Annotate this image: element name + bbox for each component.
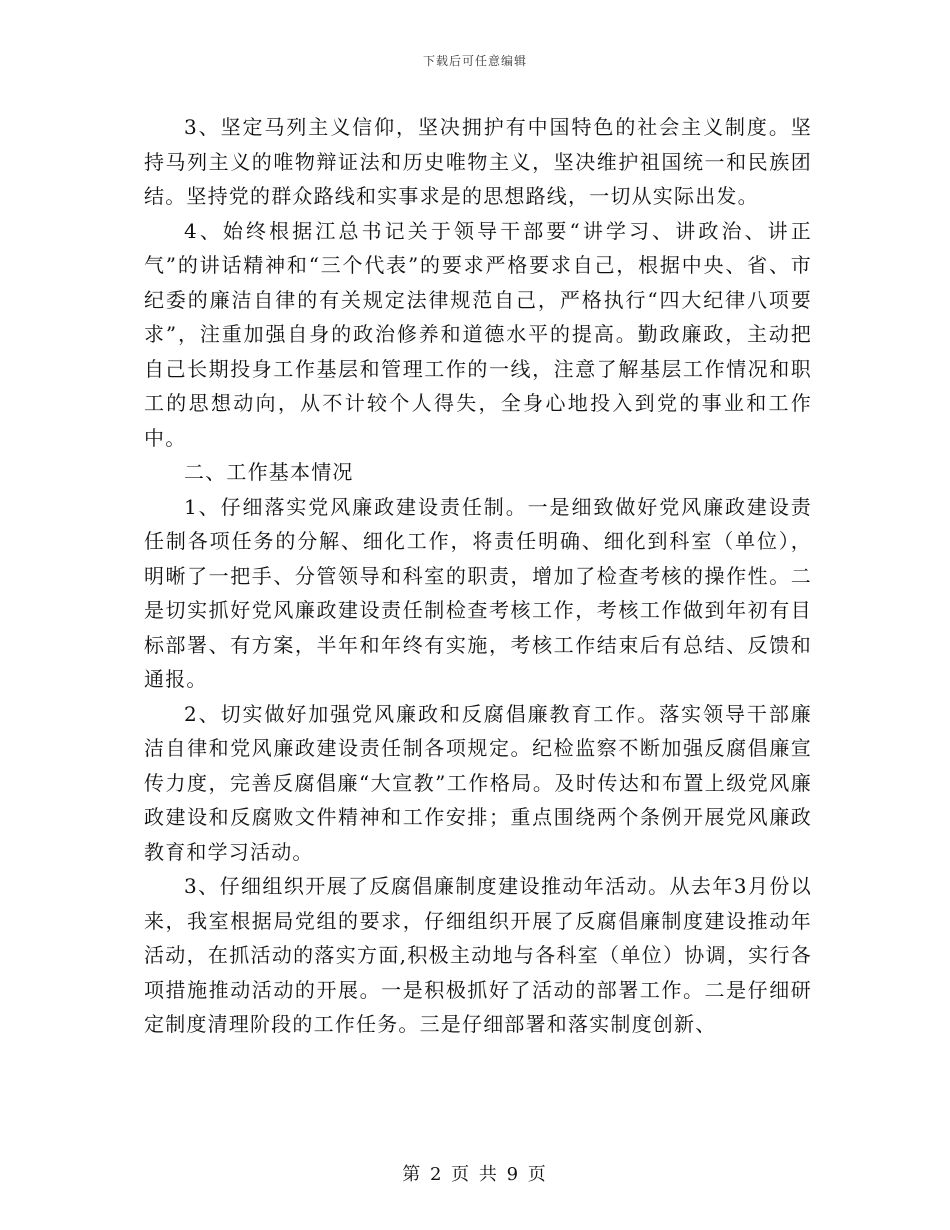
paragraph-3-belief: 3、坚定马列主义信仰，坚决拥护有中国特色的社会主义制度。坚持马列主义的唯物辩证法和历史唯物主义，坚决维护祖国统一和民族团结。坚持党的群众路线和实事求是的思想路线，一切从实际出发。 [144,115,812,208]
paragraph-4-discipline: 4、始终根据江总书记关于领导干部要“讲学习、讲政治、讲正气”的讲话精神和“三个代表”的要求严格要求自己，根据中央、省、市纪委的廉洁自律的有关规定法律规范自己，严格执行“四大纪律八项要求”，注重加强自身的政治修养和道德水平的提高。勤政廉政，主动把自己长期投身工作基层和管理工作的一线，注意了解基层工作情况和职工的思想动向，从不计较个人得失，全身心地投入到党的事业和工作中。 [144,218,812,450]
document-body [144,110,812,1042]
page-number: 第 2 页 共 9 页 [402,1164,548,1185]
paragraph-2-education: 2、切实做好加强党风廉政和反腐倡廉教育工作。落实领导干部廉洁自律和党风廉政建设责任制各项规定。纪检监察不断加强反腐倡廉宣传力度，完善反腐倡廉“大宣教”工作格局。及时传达和布置上级党风廉政建设和反腐败文件精神和工作安排；重点围绕两个条例开展党风廉政教育和学习活动。 [144,701,812,864]
paragraph-1-responsibility: 1、仔细落实党风廉政建设责任制。一是细致做好党风廉政建设责任制各项任务的分解、细化工作，将责任明确、细化到科室（单位），明晰了一把手、分管领导和科室的职责，增加了检查考核的操作性。二是切实抓好党风廉政建设责任制检查考核工作，考核工作做到年初有目标部署、有方案，半年和年终有实施，考核工作结束后有总结、反馈和通报。 [144,494,812,691]
page-header: 下载后可任意编辑 [422,54,527,68]
section-heading-work-overview: 二、工作基本情况 [184,460,354,484]
paragraph-3-institution-building: 3、仔细组织开展了反腐倡廉制度建设推动年活动。从去年3月份以来，我室根据局党组的要求，仔细组织开展了反腐倡廉制度建设推动年活动，在抓活动的落实方面,积极主动地与各科室（单位）协调，实行各项措施推动活动的开展。一是积极抓好了活动的部署工作。二是仔细研定制度清理阶段的工作任务。三是仔细部署和落实制度创新、 [144,874,812,1036]
